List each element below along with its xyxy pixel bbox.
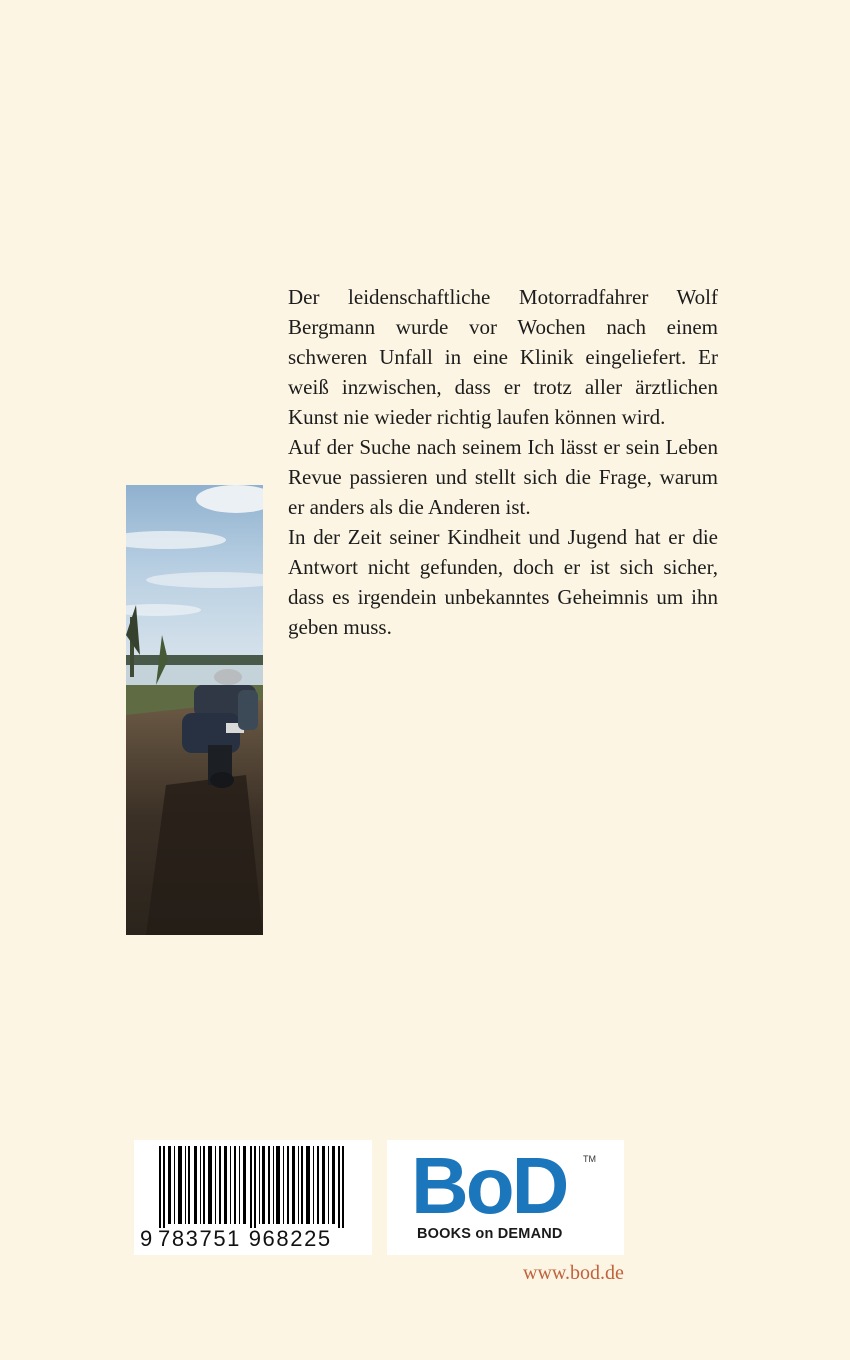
blurb-paragraph-3: In der Zeit seiner Kindheit und Jugend hat er die Antwort nicht gefunden, doch er ist sich sicher, dass es irgendein unbekanntes Geheimnis um ihn geben muss. [288,525,718,639]
publisher-logo-box [387,1140,624,1255]
blurb-paragraph-1: Der leidenschaftliche Motorradfahrer Wolf Bergmann wurde vor Wochen nach einem schweren Unfall in eine Klinik eingeliefert. Er weiß inzwischen, dass er trotz aller ärztlichen Kunst nie wieder richtig laufen können wird. [288,285,718,429]
isbn-digits: 783751 968225 [158,1226,332,1251]
barcode-bars [134,1140,372,1228]
isbn-first-digit: 9 [140,1226,153,1251]
isbn-barcode [134,1140,372,1255]
publisher-tagline: BOOKS on DEMAND [417,1226,563,1242]
blurb-paragraph-2: Auf der Suche nach seinem Ich lässt er sein Leben Revue passieren und stellt sich die Frage, warum er anders als die Anderen ist. [288,435,718,519]
bod-logo: BoD [411,1141,567,1230]
publisher-url[interactable]: www.bod.de [523,1262,624,1284]
motorcycle-lake-photo [126,485,263,935]
back-cover-blurb [288,282,718,642]
trademark-mark: TM [583,1154,596,1164]
